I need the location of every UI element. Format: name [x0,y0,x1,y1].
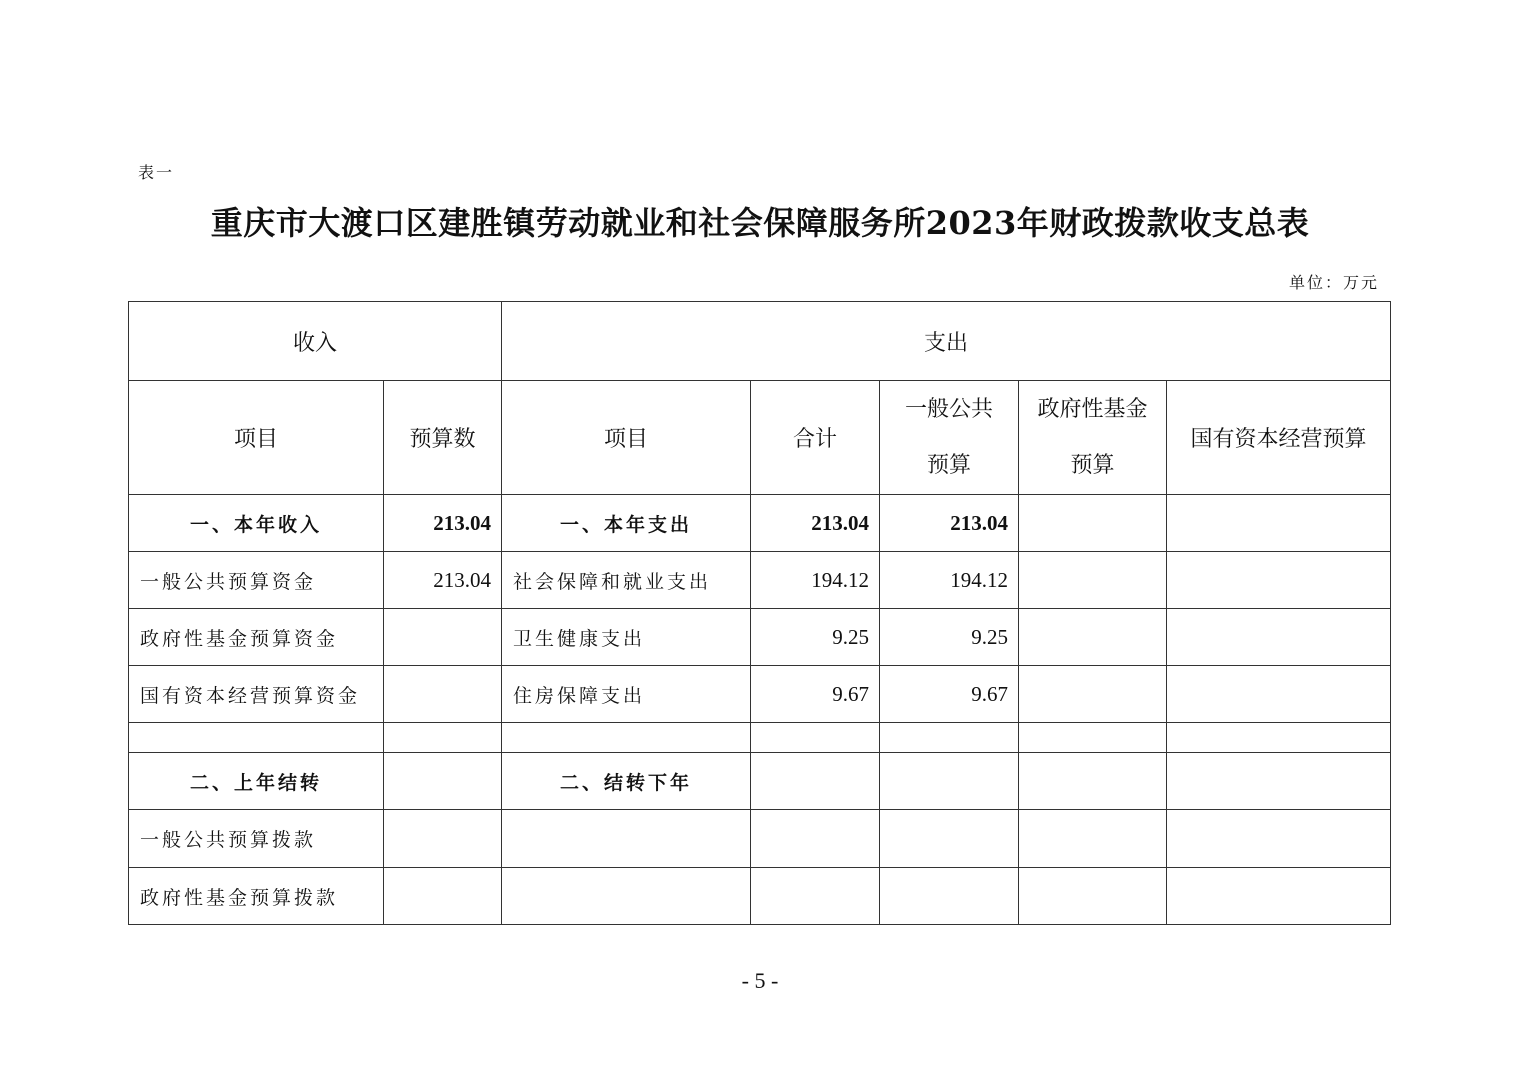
gov-fund-cell [1019,753,1167,810]
gov-fund-cell [1019,609,1167,666]
expense-item-cell: 住房保障支出 [502,666,751,723]
income-item-cell: 一般公共预算拨款 [129,810,384,868]
total-cell [751,868,880,925]
expense-group-header: 支出 [502,302,1391,381]
page-number: - 5 - [741,968,779,993]
document-title: 重庆市大渡口区建胜镇劳动就业和社会保障服务所2023年财政拨款收支总表 [210,204,1310,242]
general-public-cell [880,723,1019,753]
gov-fund-budget-header [1019,381,1167,495]
general-public-header-line1: 一般公共 [905,396,994,422]
income-item-cell: 一、本年收入 [129,495,384,552]
state-capital-cell [1167,723,1391,753]
table-row [129,723,1391,753]
income-budget-cell [384,666,502,723]
expense-item-cell: 卫生健康支出 [502,609,751,666]
income-budget-cell [384,723,502,753]
income-budget-cell [384,609,502,666]
state-capital-cell [1167,810,1391,868]
total-cell [751,753,880,810]
income-budget-cell: 213.04 [384,552,502,609]
general-public-header-line2: 预算 [927,452,972,478]
state-capital-cell [1167,666,1391,723]
table-row [129,868,1391,925]
total-cell [751,723,880,753]
state-capital-cell [1167,495,1391,552]
total-cell: 194.12 [751,552,880,609]
income-item-cell: 二、上年结转 [129,753,384,810]
table-row [129,753,1391,810]
general-public-cell [880,753,1019,810]
expense-item-cell: 一、本年支出 [502,495,751,552]
income-item-header: 项目 [129,381,384,495]
state-capital-budget-header: 国有资本经营预算 [1167,381,1391,495]
unit-label: 单位：万元 [1288,273,1379,292]
gov-fund-cell [1019,666,1167,723]
gov-fund-cell [1019,810,1167,868]
general-public-cell [880,868,1019,925]
table-label: 表一 [138,163,175,182]
expense-item-cell [502,723,751,753]
gov-fund-cell [1019,552,1167,609]
income-budget-cell: 213.04 [384,495,502,552]
gov-fund-cell [1019,868,1167,925]
income-budget-cell [384,810,502,868]
table-row [129,552,1391,609]
expense-item-cell: 社会保障和就业支出 [502,552,751,609]
expense-item-cell [502,868,751,925]
total-cell: 213.04 [751,495,880,552]
header-row-groups [129,302,1391,381]
income-item-cell: 国有资本经营预算资金 [129,666,384,723]
general-public-cell: 194.12 [880,552,1019,609]
total-cell: 9.67 [751,666,880,723]
gov-fund-cell [1019,495,1167,552]
state-capital-cell [1167,552,1391,609]
table-row [129,666,1391,723]
table-row [129,810,1391,868]
income-item-cell: 一般公共预算资金 [129,552,384,609]
expense-item-header: 项目 [502,381,751,495]
income-item-cell: 政府性基金预算资金 [129,609,384,666]
state-capital-cell [1167,868,1391,925]
general-public-cell: 213.04 [880,495,1019,552]
expense-item-cell: 二、结转下年 [502,753,751,810]
expense-item-cell [502,810,751,868]
income-item-cell [129,723,384,753]
gov-fund-header-line1: 政府性基金 [1037,396,1148,422]
income-budget-cell [384,753,502,810]
total-cell: 9.25 [751,609,880,666]
table-row [129,609,1391,666]
state-capital-cell [1167,609,1391,666]
general-public-cell: 9.67 [880,666,1019,723]
total-cell [751,810,880,868]
general-public-cell [880,810,1019,868]
gov-fund-cell [1019,723,1167,753]
table-row [129,495,1391,552]
header-row-columns [129,381,1391,495]
total-header: 合计 [751,381,880,495]
general-public-cell: 9.25 [880,609,1019,666]
budget-summary-table [128,301,1391,925]
state-capital-cell [1167,753,1391,810]
income-group-header: 收入 [129,302,502,381]
income-budget-header: 预算数 [384,381,502,495]
general-public-budget-header [880,381,1019,495]
income-budget-cell [384,868,502,925]
income-item-cell: 政府性基金预算拨款 [129,868,384,925]
gov-fund-header-line2: 预算 [1070,452,1115,478]
